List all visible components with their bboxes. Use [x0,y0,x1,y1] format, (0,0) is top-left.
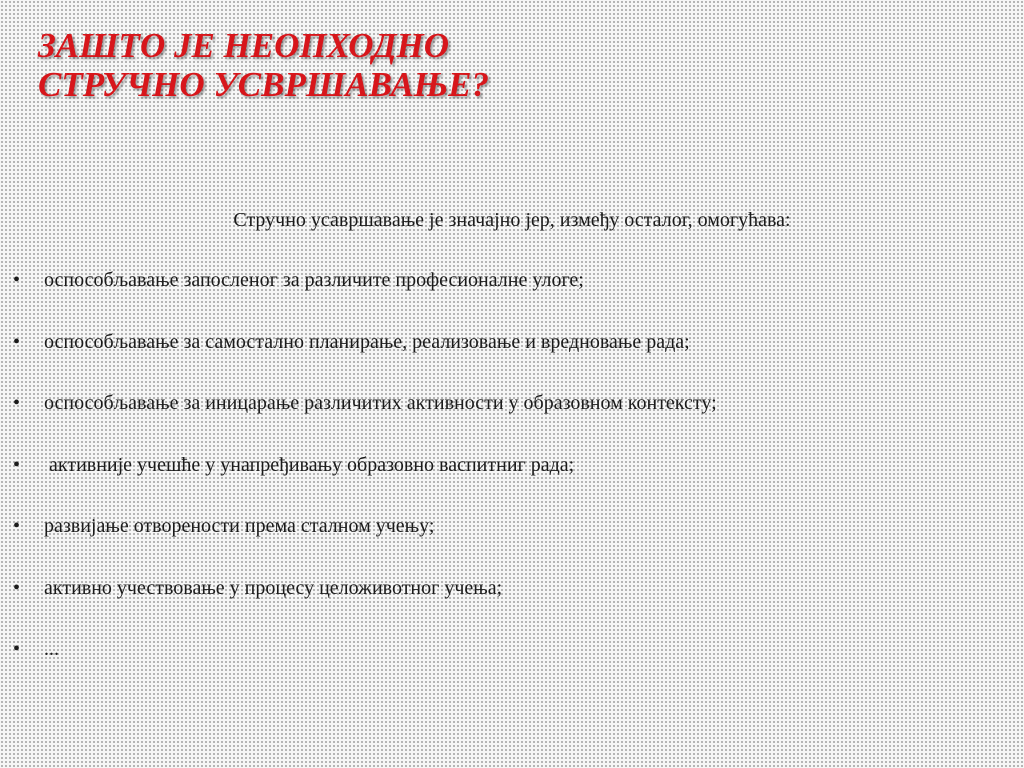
bullet-icon: • [13,576,21,599]
list-item-text: активно учествовање у процесу целоживотног учења; [44,576,503,599]
list-item-text: развијање отворености према сталном учењу; [44,515,435,537]
bullet-icon: • [13,269,21,291]
list-item-text: активније учешће у унапређивању образовно васпитниг рада; [44,453,575,476]
bullet-icon: • [13,515,21,537]
bullet-icon: • [13,638,21,660]
list-item-text: оспособљавање за иницарање различитих активности у образовном контексту; [44,392,717,414]
list-item-text: оспособљавање запосленог за различите професионалне улоге; [44,269,584,291]
bullet-icon: • [13,330,21,353]
slide-title-line-2: СТРУЧНО УСВРШАВАЊЕ? [38,65,489,104]
list-item-text: ... [44,638,59,660]
bullet-icon: • [13,392,21,414]
slide-title-line-1: ЗАШТО ЈЕ НЕОПХОДНО [38,26,450,65]
bullet-icon: • [13,453,21,476]
slide-title [38,26,489,104]
intro-text: Стручно усавршавање је значајно јер, између осталог, омогућава: [233,209,791,231]
list-item-text: оспособљавање за самостално планирање, реализовање и вредновање рада; [44,330,690,353]
